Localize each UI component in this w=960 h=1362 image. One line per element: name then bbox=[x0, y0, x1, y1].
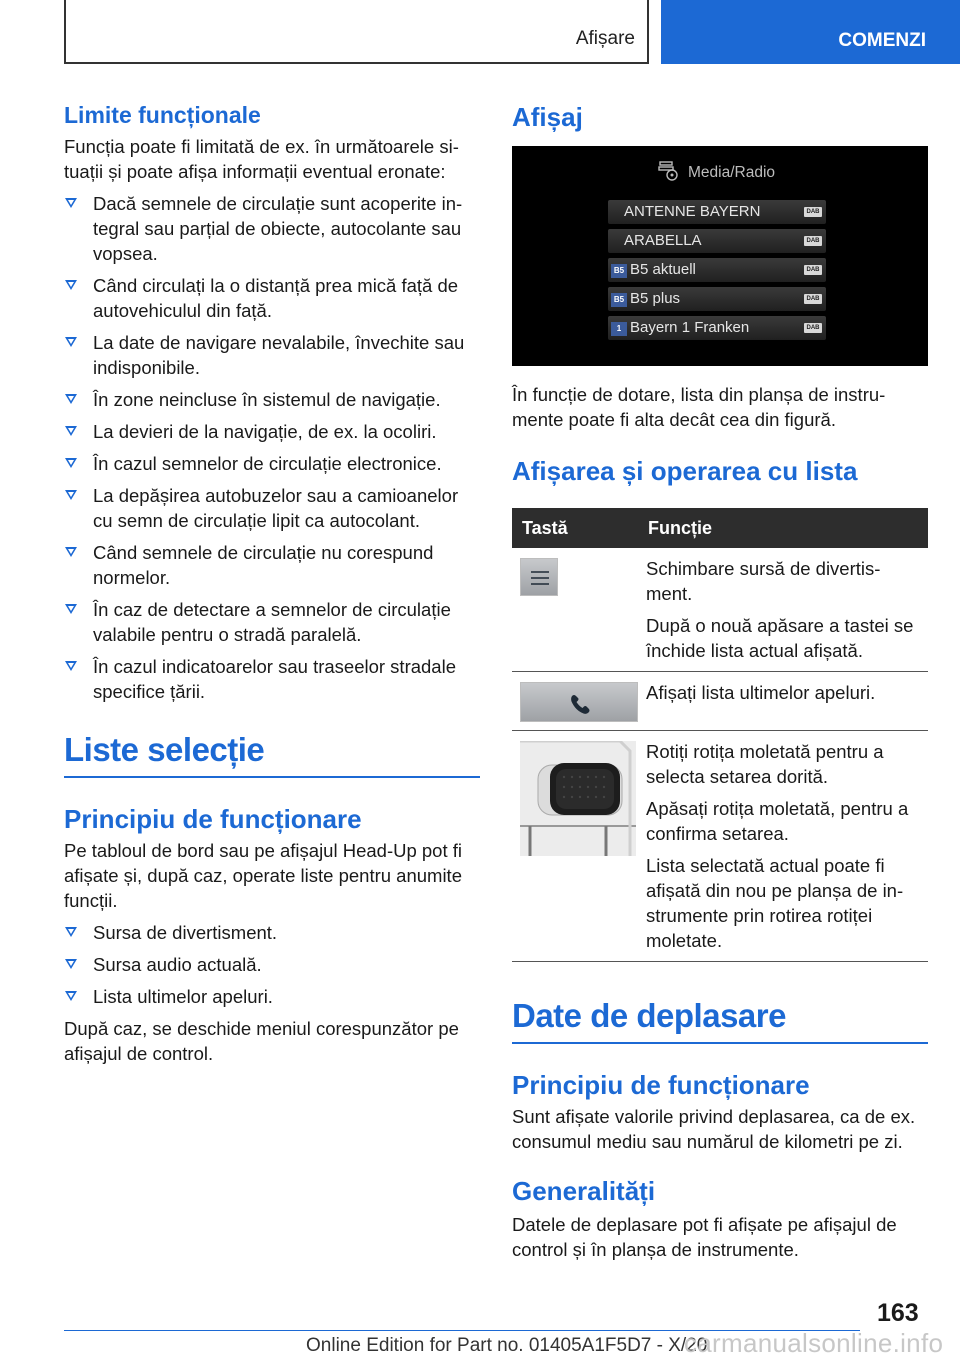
list-item bbox=[64, 984, 480, 1009]
station-name: Bayern 1 Franken bbox=[630, 319, 750, 336]
radio-station-row bbox=[608, 287, 826, 311]
list-item-text: Când circulați la o distanță prea mică față de autovehiculul din față. bbox=[93, 275, 459, 321]
function-text: Lista selectată actual poate fi afișată din nou pe planșa de in- strumente prin rotirea rotiței moletate. bbox=[646, 855, 904, 951]
function-cell bbox=[638, 672, 928, 731]
bullet-triangle-icon bbox=[65, 280, 77, 290]
principle-outro: După caz, se deschide meniul corespunzător pe afișajul de control. bbox=[64, 1018, 459, 1064]
list-item bbox=[64, 540, 480, 590]
operate-heading: Afișarea și operarea cu lista bbox=[512, 456, 858, 486]
key-cell bbox=[512, 731, 638, 962]
dab-badge: DAB bbox=[804, 323, 822, 333]
bullet-triangle-icon bbox=[65, 959, 77, 969]
list-item bbox=[64, 273, 480, 323]
list-item-text: Dacă semnele de circulație sunt acoperite in- tegral sau parțial de obiecte, autocolante sau vopsea. bbox=[93, 193, 463, 264]
list-item-text: În cazul indicatoarelor sau traseelor stradale specifice țării. bbox=[93, 656, 456, 702]
left-column bbox=[64, 100, 480, 1066]
col-header-key: Tastă bbox=[512, 508, 638, 548]
radio-list-image bbox=[512, 146, 928, 366]
dab-badge: DAB bbox=[804, 265, 822, 275]
dab-badge: DAB bbox=[804, 294, 822, 304]
footer-watermark: carmanualsonline.info bbox=[684, 1328, 944, 1358]
dab-badge: DAB bbox=[804, 236, 822, 246]
station-name: ANTENNE BAYERN bbox=[624, 203, 761, 220]
principle-heading: Principiu de funcționare bbox=[64, 804, 362, 834]
phone-icon bbox=[520, 682, 638, 722]
preset-badge: B5 bbox=[611, 264, 627, 278]
key-cell bbox=[512, 672, 638, 731]
display-heading: Afișaj bbox=[512, 102, 583, 132]
bullet-triangle-icon bbox=[65, 490, 77, 500]
table-row bbox=[512, 548, 928, 672]
station-name: B5 plus bbox=[630, 290, 681, 307]
station-name: B5 aktuell bbox=[630, 261, 696, 278]
table-row bbox=[512, 672, 928, 731]
list-item bbox=[64, 654, 480, 704]
key-cell bbox=[512, 548, 638, 672]
bullet-triangle-icon bbox=[65, 604, 77, 614]
list-item bbox=[64, 483, 480, 533]
function-text: După o nouă apăsare a tastei se închide lista actual afișată. bbox=[646, 615, 914, 661]
general-text: Datele de deplasare pot fi afișate pe afișajul de control și în planșa de instrumente. bbox=[512, 1214, 897, 1260]
list-item-text: Lista ultimelor apeluri. bbox=[93, 986, 273, 1007]
radio-station-row bbox=[608, 229, 826, 253]
list-item bbox=[64, 191, 480, 266]
function-text: Rotiți rotița moletată pentru a selecta setarea dorită. bbox=[646, 741, 884, 787]
station-name: ARABELLA bbox=[624, 232, 702, 249]
list-icon bbox=[520, 558, 638, 596]
list-item bbox=[64, 387, 480, 412]
dab-badge: DAB bbox=[804, 207, 822, 217]
list-item-text: La depășirea autobuzelor sau a camioanelor cu semn de circulație lipit ca autocolant. bbox=[93, 485, 459, 531]
header-chapter-tab bbox=[661, 0, 960, 64]
preset-badge: 1 bbox=[611, 322, 627, 336]
header-section-tab bbox=[64, 0, 649, 64]
radio-station-row bbox=[608, 316, 826, 340]
page-number: 163 bbox=[877, 1299, 919, 1327]
limits-heading: Limite funcționale bbox=[64, 102, 261, 128]
bullet-triangle-icon bbox=[65, 394, 77, 404]
bullet-triangle-icon bbox=[65, 458, 77, 468]
bullet-triangle-icon bbox=[65, 661, 77, 671]
function-text: Apăsați rotița moletată, pentru a confirma setarea. bbox=[646, 798, 909, 844]
list-item bbox=[64, 419, 480, 444]
principle-text: Pe tabloul de bord sau pe afișajul Head-Up pot fi afișate și, după caz, operate liste pentru anumite funcții. bbox=[64, 840, 463, 911]
general-heading: Generalități bbox=[512, 1176, 656, 1206]
list-item bbox=[64, 952, 480, 977]
bullet-triangle-icon bbox=[65, 547, 77, 557]
bullet-triangle-icon bbox=[65, 198, 77, 208]
list-item-text: Sursa audio actuală. bbox=[93, 954, 262, 975]
list-item bbox=[64, 330, 480, 380]
col-header-function: Funcție bbox=[638, 508, 928, 548]
bullet-triangle-icon bbox=[65, 426, 77, 436]
function-text: Afișați lista ultimelor apeluri. bbox=[646, 682, 876, 703]
thumbwheel-icon bbox=[520, 741, 638, 856]
right-column bbox=[512, 100, 928, 1262]
function-text: Schimbare sursă de divertis- ment. bbox=[646, 558, 881, 604]
section-title: Afișare bbox=[575, 28, 635, 49]
limits-list bbox=[64, 191, 480, 704]
table-header-row bbox=[512, 508, 928, 548]
list-item bbox=[64, 597, 480, 647]
footer-edition: Online Edition for Part no. 01405A1F5D7 - X/20 bbox=[306, 1335, 708, 1356]
list-item-text: În caz de detectare a semnelor de circulație valabile pentru o stradă paralelă. bbox=[93, 599, 451, 645]
list-item-text: La date de navigare nevalabile, învechite sau indisponibile. bbox=[93, 332, 465, 378]
preset-badge: B5 bbox=[611, 293, 627, 307]
radio-station-row bbox=[608, 258, 826, 282]
list-item-text: În zone neincluse în sistemul de navigație. bbox=[93, 389, 441, 410]
function-cell bbox=[638, 548, 928, 672]
list-item bbox=[64, 920, 480, 945]
chapter-title: COMENZI bbox=[838, 30, 926, 51]
trip-principle-text: Sunt afișate valorile privind deplasarea, ca de ex. consumul mediu sau numărul de kilometri pe zi. bbox=[512, 1106, 916, 1152]
list-item-text: La devieri de la navigație, de ex. la ocoliri. bbox=[93, 421, 437, 442]
bullet-triangle-icon bbox=[65, 991, 77, 1001]
bullet-triangle-icon bbox=[65, 927, 77, 937]
table-row bbox=[512, 731, 928, 962]
lists-heading: Liste selecție bbox=[64, 728, 480, 778]
media-radio-icon bbox=[657, 160, 681, 182]
limits-intro: Funcția poate fi limitată de ex. în următoarele si- tuații și poate afișa informații eventual eronate: bbox=[64, 136, 459, 182]
list-item-text: Sursa de divertisment. bbox=[93, 922, 278, 943]
trip-heading: Date de deplasare bbox=[512, 994, 928, 1044]
radio-station-row bbox=[608, 200, 826, 224]
radio-title: Media/Radio bbox=[688, 164, 776, 181]
list-item-text: Când semnele de circulație nu corespund normelor. bbox=[93, 542, 434, 588]
function-cell bbox=[638, 731, 928, 962]
principle-list bbox=[64, 920, 480, 1009]
display-caption: În funcție de dotare, lista din planșa de instru- mente poate fi alta decât cea din figură. bbox=[512, 384, 886, 430]
trip-principle-heading: Principiu de funcționare bbox=[512, 1070, 810, 1100]
bullet-triangle-icon bbox=[65, 337, 77, 347]
list-item-text: În cazul semnelor de circulație electronice. bbox=[93, 453, 442, 474]
keys-table bbox=[512, 508, 928, 962]
list-item bbox=[64, 451, 480, 476]
